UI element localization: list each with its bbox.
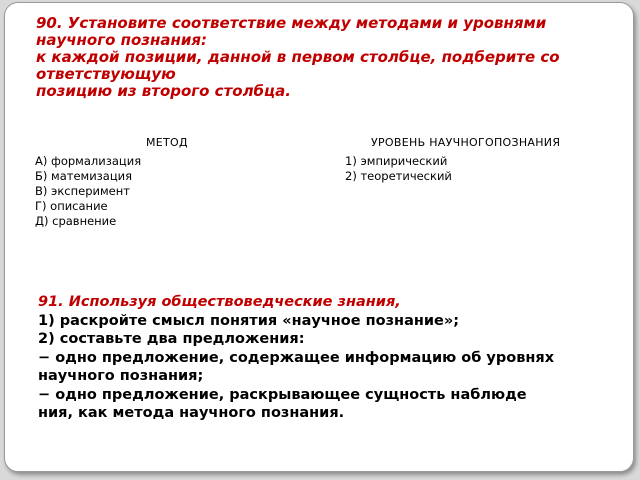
- task-91-line: − одно предложение, раскрывающее сущность наблюде: [38, 386, 527, 403]
- task-90-title-line: ответствующую: [36, 65, 176, 83]
- task-90-title-line: к каждой позиции, данной в первом столбце, подберите со: [36, 48, 560, 66]
- level-item: 2) теоретический: [345, 169, 452, 183]
- task-90-title-line: 90. Установите соответствие между методами и уровнями: [36, 14, 547, 32]
- column-header-level: УРОВЕНЬ НАУЧНОГОПОЗНАНИЯ: [371, 136, 561, 149]
- methods-list: [35, 154, 141, 229]
- method-item: Г) описание: [35, 199, 108, 213]
- task-91-line: 2) составьте два предложения:: [38, 331, 305, 347]
- slide: [4, 2, 634, 472]
- task-91-line: 1) раскройте смысл понятия «научное познание»;: [38, 312, 460, 329]
- method-item: Б) матемизация: [35, 169, 133, 183]
- task-90-title: [36, 15, 626, 100]
- method-item: А) формализация: [35, 154, 142, 168]
- method-item: В) эксперимент: [35, 184, 130, 198]
- task-91-line: − одно предложение, содержащее информацию об уровнях: [38, 349, 555, 366]
- column-header-method: МЕТОД: [146, 136, 188, 149]
- task-90-title-line: позицию из второго столбца.: [36, 82, 291, 100]
- method-item: Д) сравнение: [35, 214, 117, 228]
- task-91-line: ния, как метода научного познания.: [38, 405, 345, 421]
- task-91-title: 91. Используя обществоведческие знания,: [38, 294, 401, 310]
- levels-list: [345, 154, 452, 184]
- task-90-title-line: научного познания:: [36, 31, 207, 49]
- task-91: [38, 293, 628, 423]
- task-91-line: научного познания;: [38, 368, 204, 384]
- level-item: 1) эмпирический: [345, 154, 448, 168]
